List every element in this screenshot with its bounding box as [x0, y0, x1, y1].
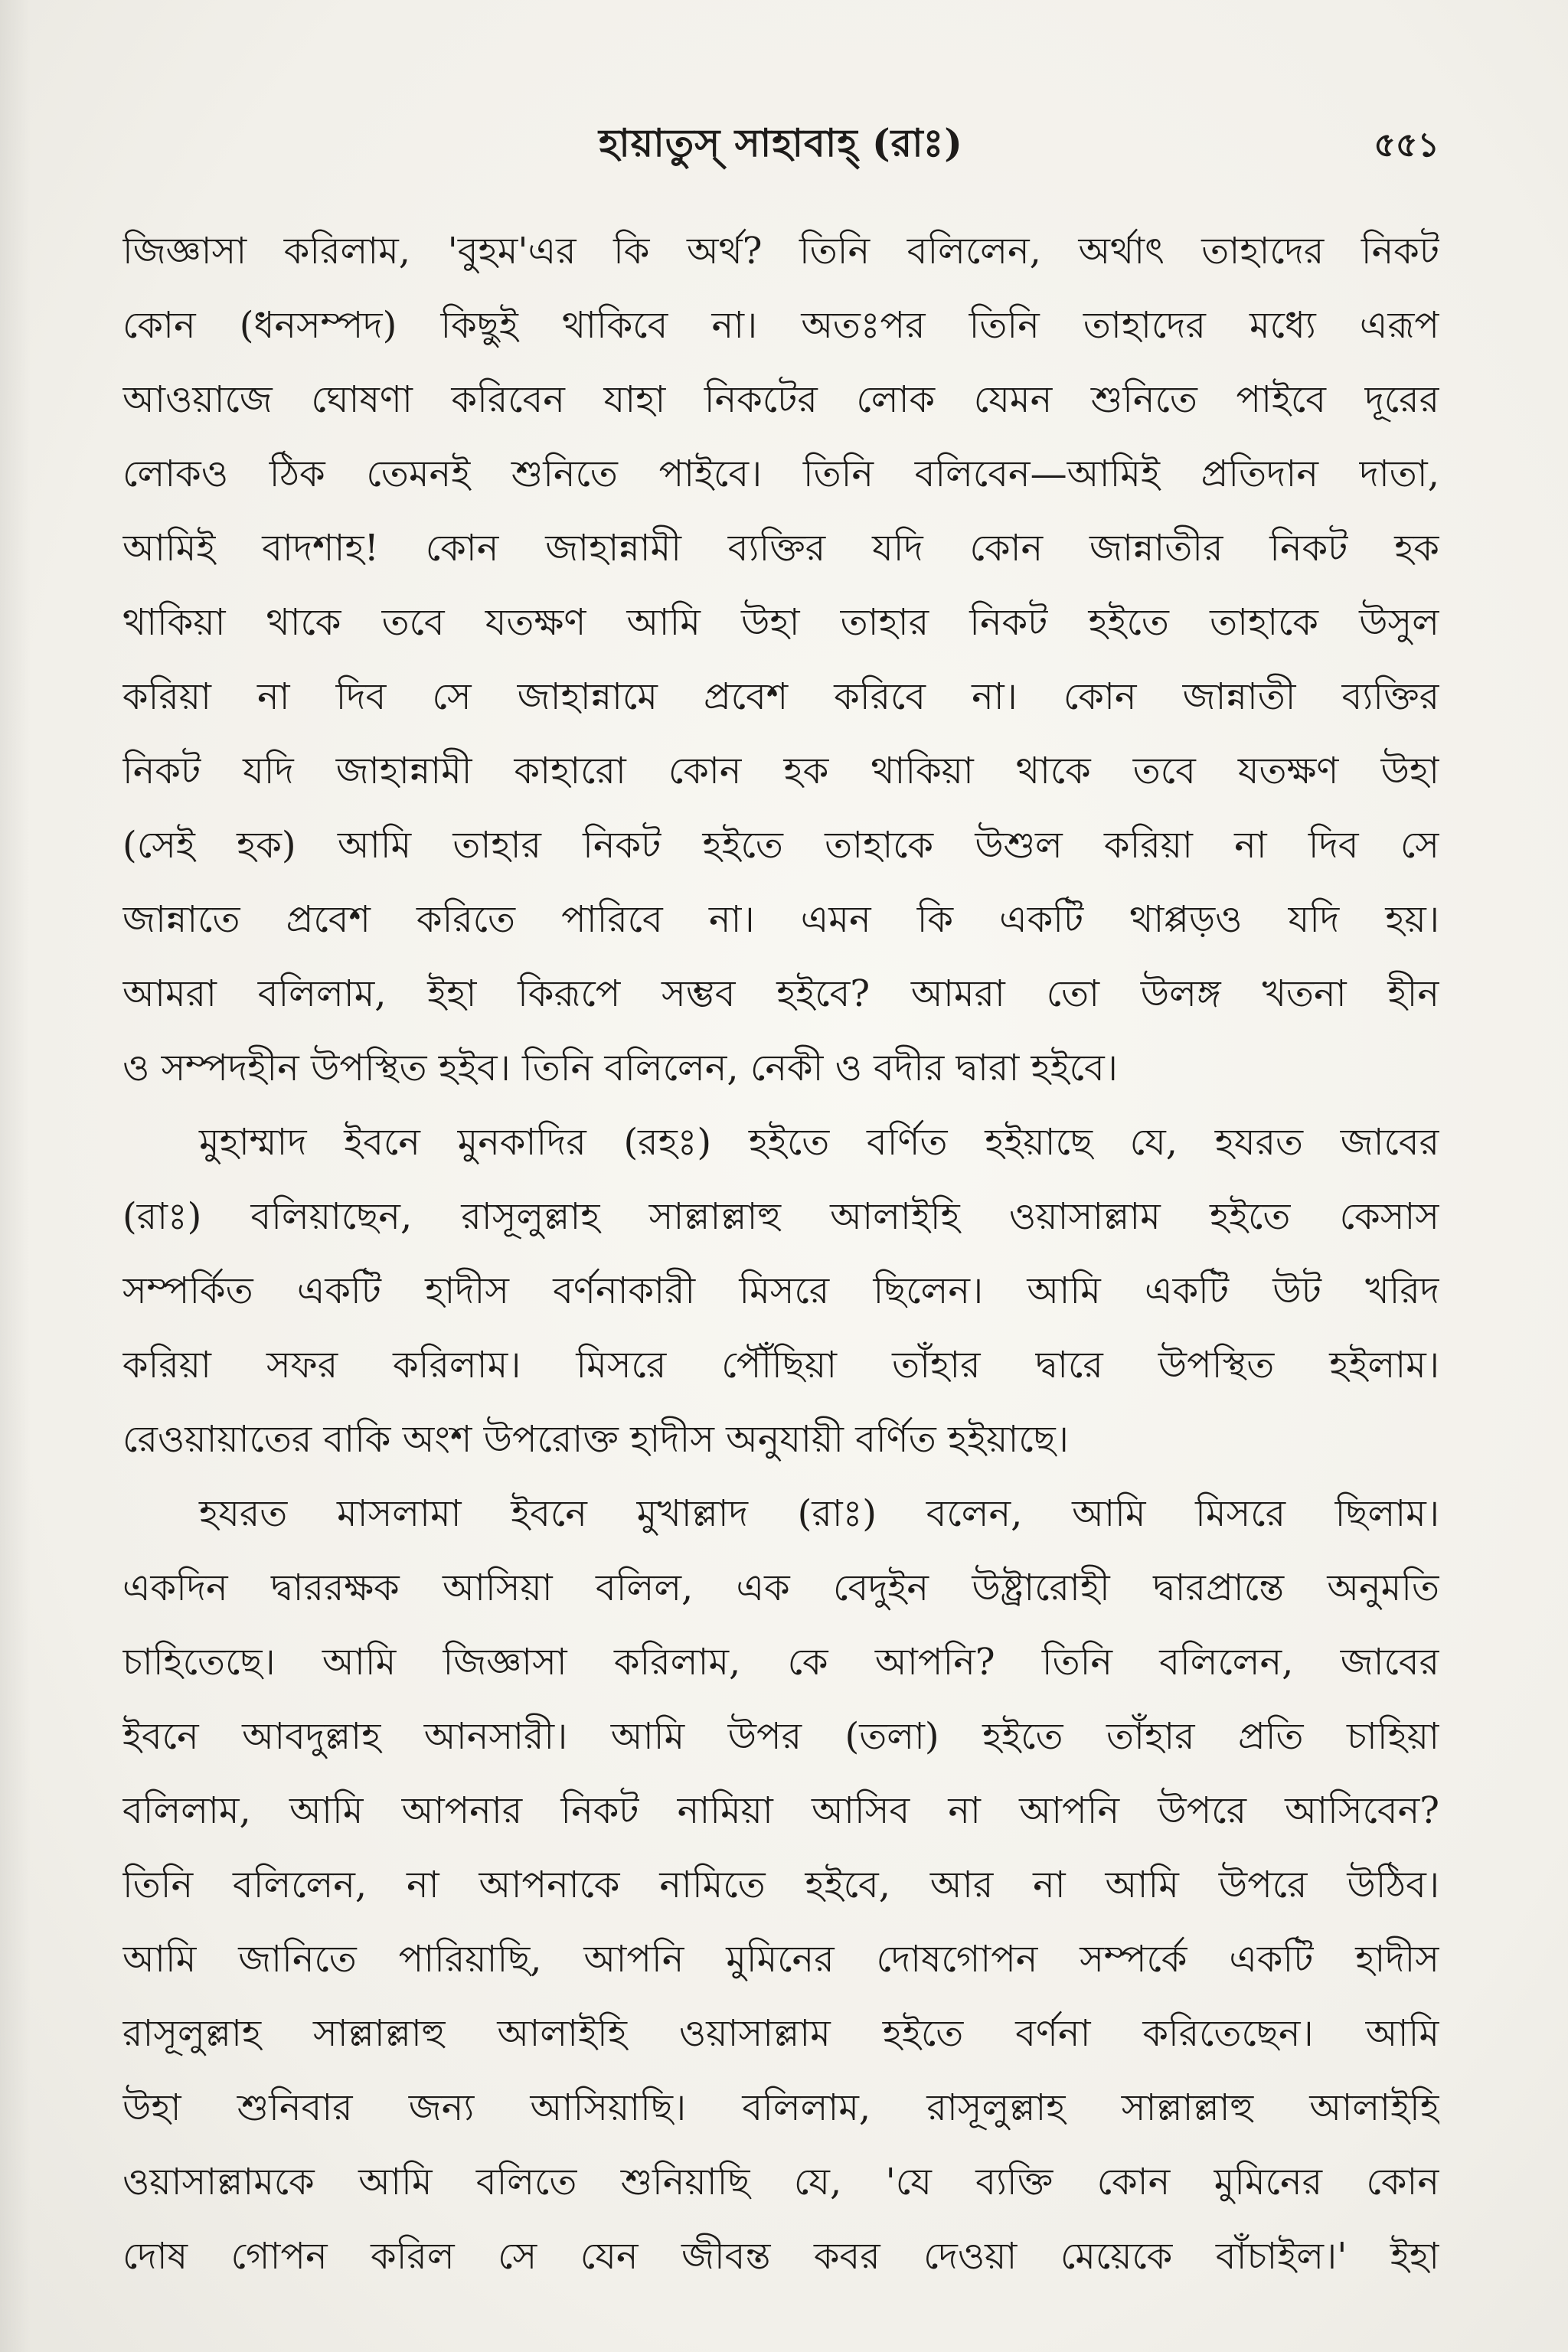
- page-number: ৫৫১: [1374, 126, 1439, 165]
- text-line: হযরত মাসলামা ইবনে মুখাল্লাদ (রাঃ) বলেন, আমি মিসরে ছিলাম।: [199, 1492, 1439, 1535]
- text-line: (রাঃ) বলিয়াছেন, রাসূলুল্লাহ সাল্লাল্লাহু আলাইহি ওয়াসাল্লাম হইতে কেসাস: [122, 1195, 1439, 1238]
- text-line: একদিন দ্বাররক্ষক আসিয়া বলিল, এক বেদুইন উষ্ট্রারোহী দ্বারপ্রান্তে অনুমতি: [122, 1566, 1439, 1609]
- text-line: আমরা বলিলাম, ইহা কিরূপে সম্ভব হইবে? আমরা তো উলঙ্গ খতনা হীন: [122, 972, 1439, 1015]
- page-gutter-shadow: [0, 0, 31, 2352]
- text-line: করিয়া না দিব সে জাহান্নামে প্রবেশ করিবে না। কোন জান্নাতী ব্যক্তির: [122, 675, 1439, 718]
- text-line: আমিই বাদশাহ! কোন জাহান্নামী ব্যক্তির যদি কোন জান্নাতীর নিকট হক: [122, 527, 1439, 570]
- body-text: [122, 214, 1439, 2294]
- text-line: রাসূলুল্লাহ সাল্লাল্লাহু আলাইহি ওয়াসাল্লাম হইতে বর্ণনা করিতেছেন। আমি: [122, 2012, 1439, 2055]
- running-title: হায়াতুস্ সাহাবাহ্ (রাঃ): [599, 120, 963, 165]
- text-line: বলিলাম, আমি আপনার নিকট নামিয়া আসিব না আপনি উপরে আসিবেন?: [122, 1789, 1439, 1832]
- text-line: কোন (ধনসম্পদ) কিছুই থাকিবে না। অতঃপর তিনি তাহাদের মধ্যে এরূপ: [122, 304, 1439, 347]
- text-line: চাহিতেছে। আমি জিজ্ঞাসা করিলাম, কে আপনি? তিনি বলিলেন, জাবের: [122, 1641, 1439, 1684]
- text-line: ইবনে আবদুল্লাহ আনসারী। আমি উপর (তলা) হইতে তাঁহার প্রতি চাহিয়া: [122, 1715, 1439, 1758]
- text-line: লোকও ঠিক তেমনই শুনিতে পাইবে। তিনি বলিবেন—আমিই প্রতিদান দাতা,: [122, 452, 1439, 495]
- text-line: মুহাম্মাদ ইবনে মুনকাদির (রহঃ) হইতে বর্ণিত হইয়াছে যে, হযরত জাবের: [199, 1121, 1439, 1164]
- text-line: থাকিয়া থাকে তবে যতক্ষণ আমি উহা তাহার নিকট হইতে তাহাকে উসুল: [122, 601, 1439, 644]
- text-line: করিয়া সফর করিলাম। মিসরে পৌঁছিয়া তাঁহার দ্বারে উপস্থিত হইলাম।: [122, 1344, 1439, 1387]
- text-line: জান্নাতে প্রবেশ করিতে পারিবে না। এমন কি একটি থাপ্পড়ও যদি হয়।: [122, 898, 1439, 941]
- text-line: আমি জানিতে পারিয়াছি, আপনি মুমিনের দোষগোপন সম্পর্কে একটি হাদীস: [122, 1938, 1439, 1981]
- text-line: দোষ গোপন করিল সে যেন জীবন্ত কবর দেওয়া মেয়েকে বাঁচাইল।' ইহা: [122, 2235, 1439, 2278]
- page-header: [122, 115, 1439, 176]
- text-line: উহা শুনিবার জন্য আসিয়াছি। বলিলাম, রাসূলুল্লাহ সাল্লাল্লাহু আলাইহি: [122, 2086, 1439, 2129]
- text-line: জিজ্ঞাসা করিলাম, 'বুহম'এর কি অর্থ? তিনি বলিলেন, অর্থাৎ তাহাদের নিকট: [122, 230, 1439, 273]
- text-line: রেওয়ায়াতের বাকি অংশ উপরোক্ত হাদীস অনুযায়ী বর্ণিত হইয়াছে।: [122, 1418, 1069, 1461]
- text-line: আওয়াজে ঘোষণা করিবেন যাহা নিকটের লোক যেমন শুনিতে পাইবে দূরের: [122, 378, 1439, 421]
- text-line: ওয়াসাল্লামকে আমি বলিতে শুনিয়াছি যে, 'যে ব্যক্তি কোন মুমিনের কোন: [122, 2161, 1439, 2203]
- text-line: ও সম্পদহীন উপস্থিত হইব। তিনি বলিলেন, নেকী ও বদীর দ্বারা হইবে।: [122, 1047, 1118, 1089]
- text-line: তিনি বলিলেন, না আপনাকে নামিতে হইবে, আর না আমি উপরে উঠিব।: [122, 1864, 1439, 1906]
- text-line: নিকট যদি জাহান্নামী কাহারো কোন হক থাকিয়া থাকে তবে যতক্ষণ উহা: [122, 750, 1439, 792]
- text-line: সম্পর্কিত একটি হাদীস বর্ণনাকারী মিসরে ছিলেন। আমি একটি উট খরিদ: [122, 1269, 1439, 1312]
- text-line: (সেই হক) আমি তাহার নিকট হইতে তাহাকে উশুল করিয়া না দিব সে: [122, 824, 1439, 867]
